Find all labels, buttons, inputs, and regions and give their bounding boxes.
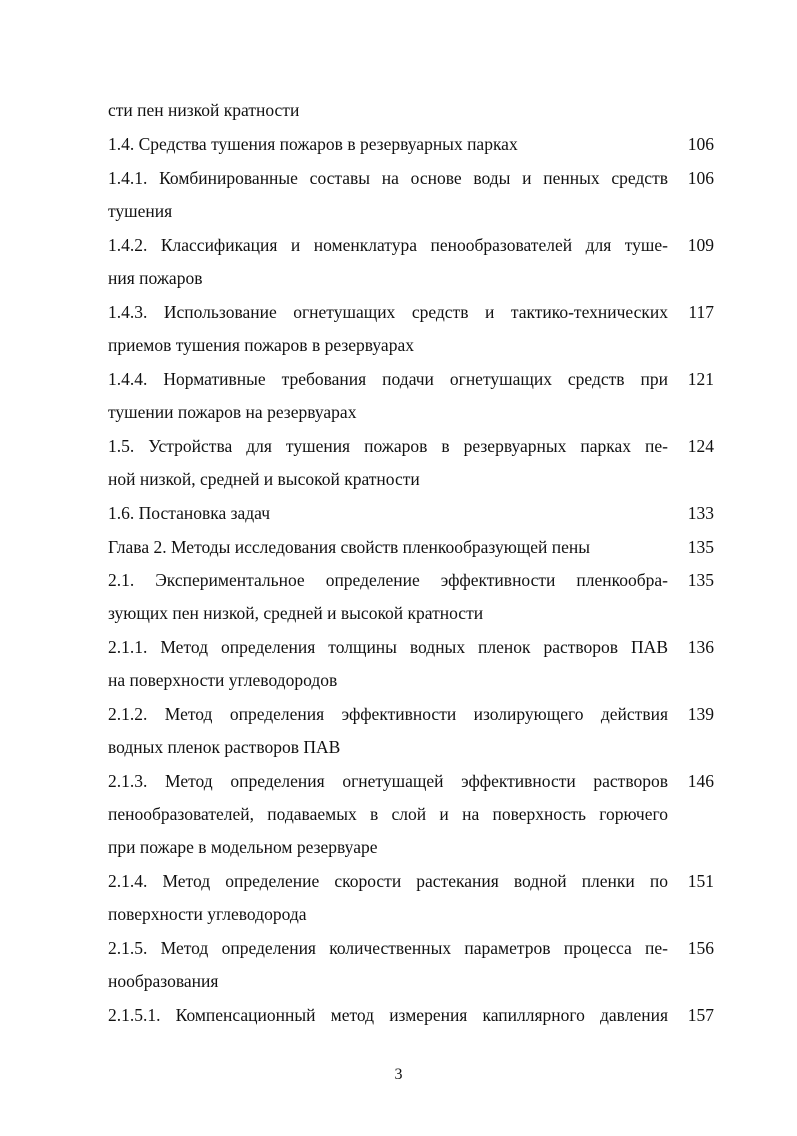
toc-entry-line: 2.1. Экспериментальное определение эффективности пленкообра-	[108, 570, 668, 590]
toc-page-number: 117	[688, 302, 714, 322]
toc-entry-line: 1.4.3. Использование огнетушащих средств и тактико-технических	[108, 302, 668, 322]
toc-page-number: 146	[687, 771, 714, 791]
toc-entry-line: 1.6. Постановка задач	[108, 503, 271, 523]
toc-page-number: 133	[687, 503, 714, 523]
toc-entry-line: 2.1.5. Метод определения количественных параметров процесса пе-	[108, 938, 668, 958]
toc-entry-line: приемов тушения пожаров в резервуарах	[108, 335, 414, 355]
toc-page-number: 156	[687, 938, 714, 958]
toc-page-number: 139	[687, 704, 714, 724]
toc-page-number: 136	[687, 637, 714, 657]
toc-page-number: 157	[687, 1005, 714, 1025]
toc-entry-line: водных пленок растворов ПАВ	[108, 737, 341, 757]
toc-continuation-line: сти пен низкой кратности	[108, 100, 300, 120]
toc-page-number: 135	[687, 537, 714, 557]
page-number-footer: 3	[394, 1066, 403, 1083]
toc-entry-line: ния пожаров	[108, 268, 203, 288]
toc-entry-line: 1.5. Устройства для тушения пожаров в резервуарных парках пе-	[108, 436, 668, 456]
toc-page-number: 124	[687, 436, 714, 456]
toc-page-number: 151	[687, 871, 714, 891]
toc-entry-line: нообразования	[108, 971, 219, 991]
toc-page-number: 109	[687, 235, 714, 255]
toc-entry-line: тушении пожаров на резервуарах	[108, 402, 357, 422]
toc-entry-line: 1.4.4. Нормативные требования подачи огнетушащих средств при	[108, 369, 668, 389]
toc-entry-line: при пожаре в модельном резервуаре	[108, 837, 378, 857]
toc-entry-line: поверхности углеводорода	[108, 904, 307, 924]
toc-chapter-line: Глава 2. Методы исследования свойств пленкообразующей пены	[108, 537, 591, 557]
toc-entry-line: 2.1.5.1. Компенсационный метод измерения капиллярного давления	[108, 1005, 668, 1025]
toc-entry-line: на поверхности углеводородов	[108, 670, 338, 690]
toc-entry-line: тушения	[108, 201, 173, 221]
toc-entry-line: 2.1.2. Метод определения эффективности изолирующего действия	[108, 704, 668, 724]
toc-entry-line: зующих пен низкой, средней и высокой кратности	[108, 603, 484, 623]
toc-entry-line: ной низкой, средней и высокой кратности	[108, 469, 420, 489]
toc-entry-line: 1.4.1. Комбинированные составы на основе воды и пенных средств	[108, 168, 668, 188]
toc-entry-line: 2.1.1. Метод определения толщины водных пленок растворов ПАВ	[108, 637, 668, 657]
toc-entry-line: 1.4.2. Классификация и номенклатура пенообразователей для туше-	[108, 235, 668, 255]
toc-page-number: 135	[687, 570, 714, 590]
toc-entry-line: пенообразователей, подаваемых в слой и на поверхность горючего	[108, 804, 668, 824]
toc-entry-line: 2.1.4. Метод определение скорости растекания водной пленки по	[108, 871, 668, 891]
toc-page-number: 121	[687, 369, 714, 389]
toc-entry-line: 2.1.3. Метод определения огнетушащей эффективности растворов	[108, 771, 668, 791]
toc-entry-line: 1.4. Средства тушения пожаров в резервуарных парках	[108, 134, 518, 154]
toc-page-number: 106	[687, 168, 714, 188]
toc-page-number: 106	[687, 134, 714, 154]
